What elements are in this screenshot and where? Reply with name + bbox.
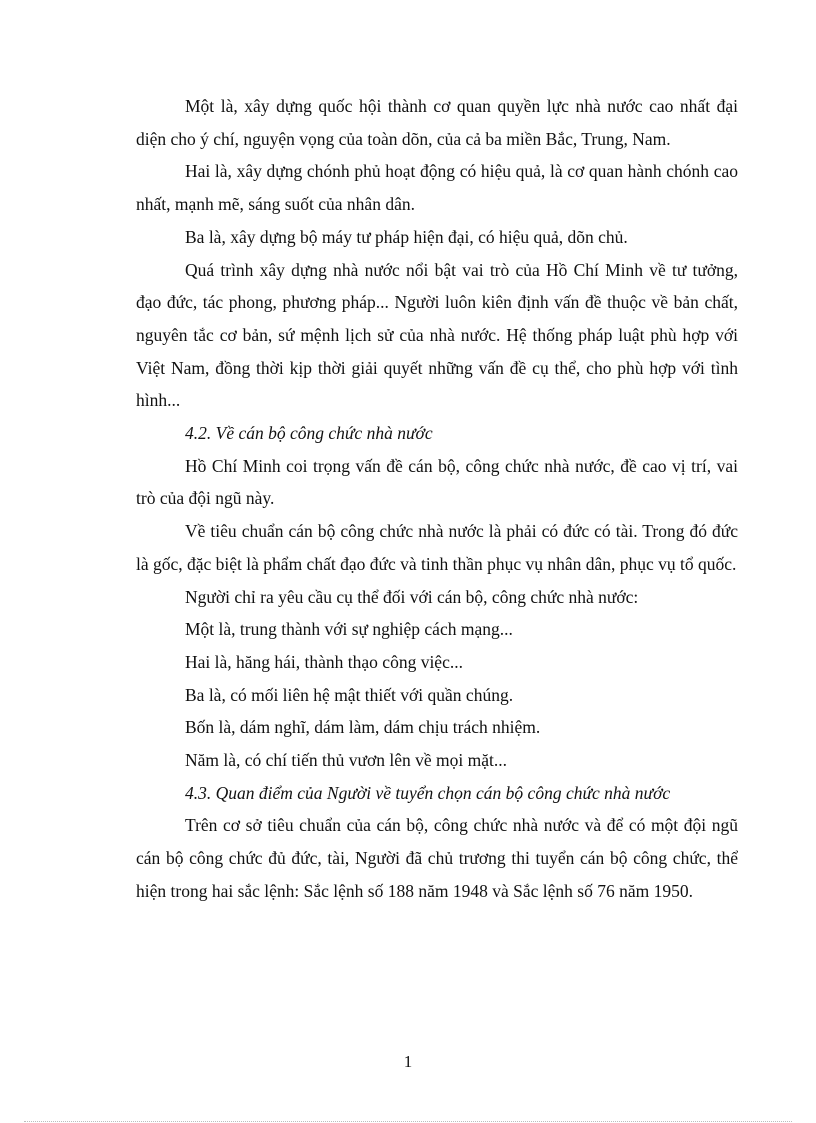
paragraph-tieu-chuan: Về tiêu chuẩn cán bộ công chức nhà nước là phải có đức có tài. Trong đó đức là gốc, đặc biệt là phẩm chất đạo đức và tinh thần phục vụ nhân dân, phục vụ tổ quốc. (136, 521, 738, 574)
paragraph-chinh-phu: Hai là, xây dựng chónh phủ hoạt động có hiệu quả, là cơ quan hành chónh cao nhất, mạnh mẽ, sáng suốt của nhân dân. (136, 161, 738, 215)
page-divider (24, 1121, 792, 1122)
list-item-hai: Hai là, hăng hái, thành thạo công việc... (185, 651, 463, 672)
document-body (136, 90, 738, 908)
list-item-mot: Một là, trung thành với sự nghiệp cách mạng... (185, 619, 513, 640)
list-item-bon: Bốn là, dám nghĩ, dám làm, dám chịu trách nhiệm. (185, 717, 541, 738)
section-heading-4-2: 4.2. Về cán bộ công chức nhà nước (185, 423, 433, 444)
paragraph-qua-trinh: Quá trình xây dựng nhà nước nổi bật vai trò của Hồ Chí Minh về tư tưởng, đạo đức, tác phong, phương pháp... Người luôn kiên định vấn đề thuộc về bản chất, nguyên tắc cơ bản, sứ mệnh lịch sử của nhà nước. Hệ thống pháp luật phù hợp với Việt Nam, đồng thời kịp thời giải quyết những vấn đề cụ thể, cho phù hợp với tình hình... (136, 259, 738, 411)
page-number: 1 (403, 1052, 413, 1071)
paragraph-coi-trong: Hồ Chí Minh coi trọng vấn đề cán bộ, công chức nhà nước, đề cao vị trí, vai trò của đội ngũ này. (136, 455, 738, 509)
section-heading-4-3: 4.3. Quan điểm của Người về tuyển chọn cán bộ công chức nhà nước (185, 782, 671, 803)
paragraph-thi-tuyen: Trên cơ sở tiêu chuẩn của cán bộ, công chức nhà nước và để có một đội ngũ cán bộ công chức đủ đức, tài, Người đã chủ trương thi tuyển cán bộ công chức, thể hiện trong hai sắc lệnh: Sắc lệnh số 188 năm 1948 và Sắc lệnh số 76 năm 1950. (136, 815, 738, 901)
list-item-nam: Năm là, có chí tiến thủ vươn lên về mọi mặt... (185, 750, 507, 771)
paragraph-quoc-hoi: Một là, xây dựng quốc hội thành cơ quan quyền lực nhà nước cao nhất đại diện cho ý chí, nguyện vọng của toàn dõn, của cả ba miền Bắc, Trung, Nam. (136, 96, 738, 149)
paragraph-tu-phap: Ba là, xây dựng bộ máy tư pháp hiện đại, có hiệu quả, dõn chủ. (185, 226, 628, 247)
list-item-ba: Ba là, có mối liên hệ mật thiết với quần chúng. (185, 684, 514, 705)
paragraph-yeu-cau: Người chỉ ra yêu cầu cụ thể đối với cán bộ, công chức nhà nước: (185, 586, 639, 607)
